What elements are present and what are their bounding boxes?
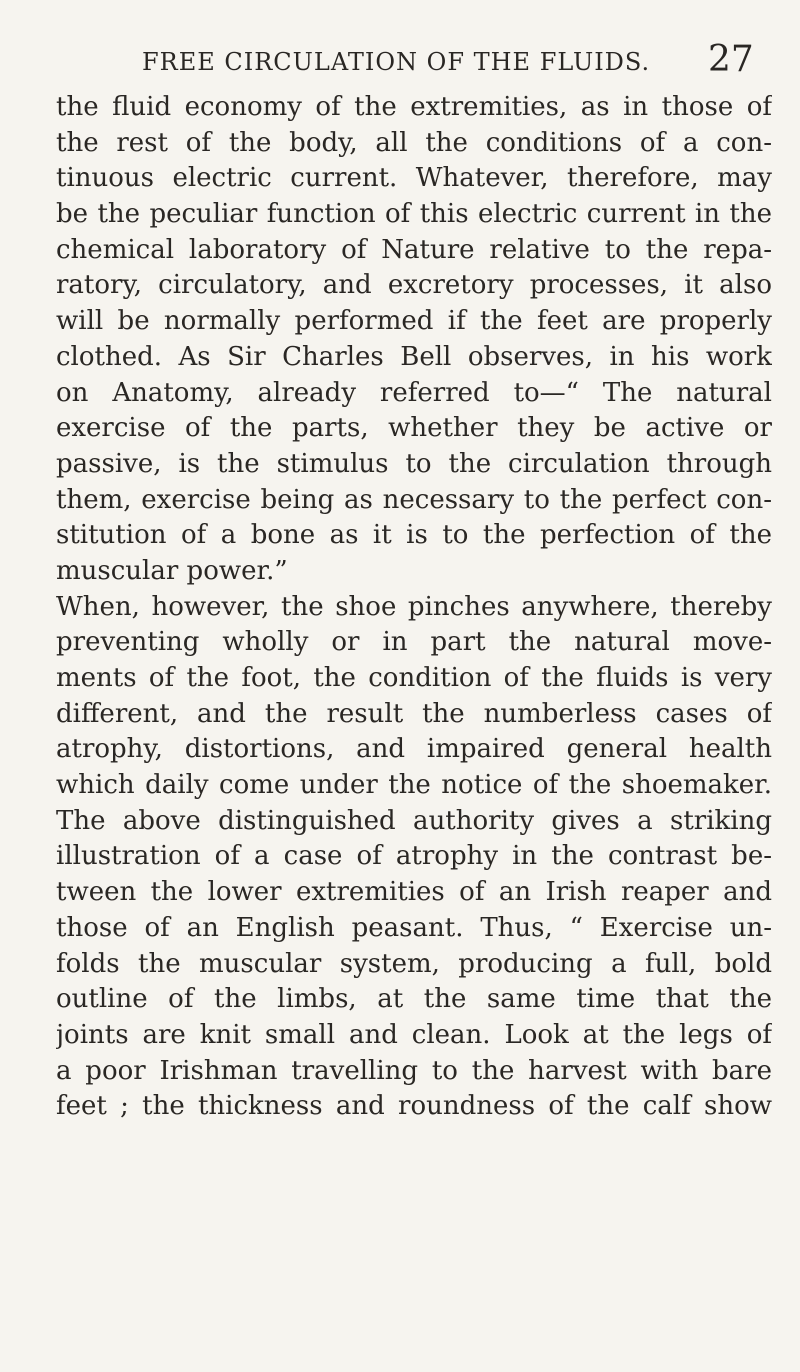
text-line: be the peculiar function of this electric current in the — [56, 199, 772, 230]
text-line: passive, is the stimulus to the circulation through — [56, 448, 772, 479]
text-line: tinuous electric current. Whatever, therefore, may — [56, 163, 772, 194]
text-line: them, exercise being as necessary to the perfect con- — [56, 484, 772, 515]
text-line: will be normally performed if the feet are properly — [56, 306, 772, 337]
text-line: illustration of a case of atrophy in the contrast be- — [56, 841, 772, 872]
text-line: stitution of a bone as it is to the perfection of the — [56, 520, 772, 551]
body-text — [56, 90, 772, 1125]
text-line: tween the lower extremities of an Irish reaper and — [56, 877, 772, 908]
text-line: feet ; the thickness and roundness of the calf show — [56, 1091, 772, 1122]
text-line: atrophy, distortions, and impaired general health — [56, 734, 772, 765]
text-line: on Anatomy, already referred to—“ The natural — [56, 377, 772, 408]
text-line: the rest of the body, all the conditions of a con- — [56, 127, 772, 158]
text-line: which daily come under the notice of the shoemaker. — [56, 770, 772, 801]
text-line: chemical laboratory of Nature relative to the repa- — [56, 234, 772, 265]
text-line: outline of the limbs, at the same time that the — [56, 984, 772, 1015]
running-title: FREE CIRCULATION OF THE FLUIDS. — [142, 48, 651, 76]
text-line: ratory, circulatory, and excretory processes, it also — [56, 270, 772, 301]
text-line: When, however, the shoe pinches anywhere, thereby — [56, 591, 772, 622]
page-number: 27 — [708, 39, 754, 80]
text-line: folds the muscular system, producing a full, bold — [56, 948, 772, 979]
text-line: the fluid economy of the extremities, as in those of — [56, 92, 772, 122]
text-line: joints are knit small and clean. Look at the legs of — [56, 1019, 772, 1050]
text-line: those of an English peasant. Thus, “ Exercise un- — [56, 912, 772, 943]
text-line: muscular power.” — [56, 555, 288, 586]
text-line: a poor Irishman travelling to the harvest with bare — [56, 1055, 772, 1086]
text-line: different, and the result the numberless cases of — [56, 698, 772, 729]
text-line: clothed. As Sir Charles Bell observes, in his work — [56, 341, 772, 372]
text-line: preventing wholly or in part the natural move- — [56, 627, 772, 658]
text-line: exercise of the parts, whether they be active or — [56, 413, 772, 444]
text-line: The above distinguished authority gives a striking — [56, 805, 772, 836]
text-line: ments of the foot, the condition of the fluids is very — [56, 663, 772, 693]
